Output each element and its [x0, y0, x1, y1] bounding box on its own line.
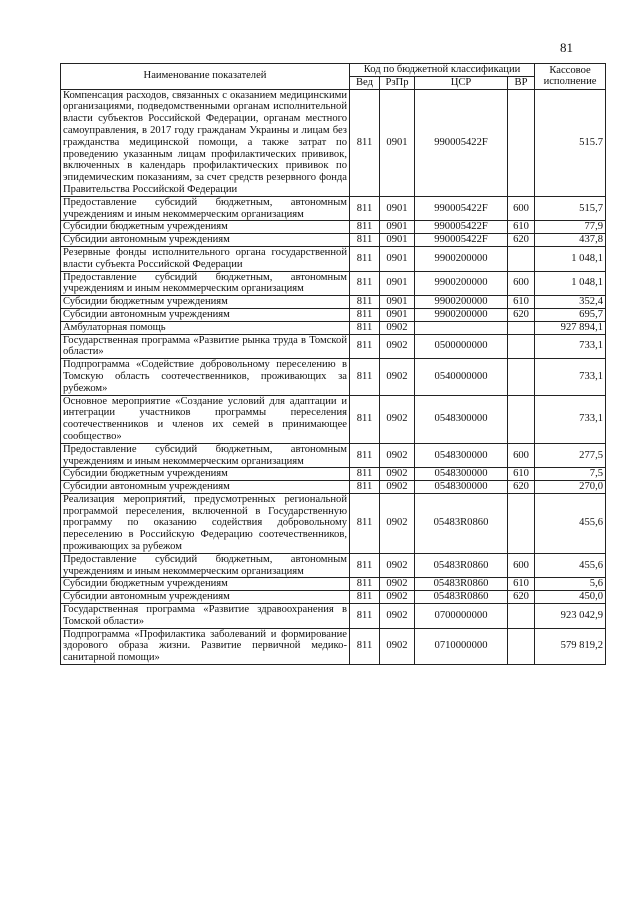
header-ved: Вед: [350, 76, 380, 89]
row-ved: 811: [350, 334, 380, 359]
row-vr: [508, 604, 535, 629]
row-name: Субсидии автономным учреждениям: [61, 591, 350, 604]
table-row: [61, 604, 606, 629]
row-name: Амбулаторная помощь: [61, 321, 350, 334]
header-code-group: Код по бюджетной классификации: [350, 64, 535, 77]
row-csr: 0700000000: [415, 604, 508, 629]
table-row: [61, 321, 606, 334]
row-name: Предоставление субсидий бюджетным, автономным учреждениям и иным некоммерческим организациям: [61, 196, 350, 221]
row-vr: [508, 395, 535, 443]
budget-execution-table: [60, 63, 606, 665]
row-vr: [508, 89, 535, 196]
row-csr: 0540000000: [415, 359, 508, 395]
row-ved: 811: [350, 591, 380, 604]
row-vr: 610: [508, 578, 535, 591]
row-sum: 277,5: [535, 443, 606, 468]
row-csr: 0548300000: [415, 395, 508, 443]
row-csr: 05483R0860: [415, 578, 508, 591]
row-name: Субсидии автономным учреждениям: [61, 481, 350, 494]
row-sum: 695,7: [535, 308, 606, 321]
row-name: Предоставление субсидий бюджетным, автономным учреждениям и иным некоммерческим организациям: [61, 271, 350, 296]
row-rzpr: 0902: [380, 468, 415, 481]
row-sum: 1 048,1: [535, 246, 606, 271]
row-sum: 5,6: [535, 578, 606, 591]
row-rzpr: 0901: [380, 308, 415, 321]
row-vr: [508, 321, 535, 334]
row-rzpr: 0902: [380, 359, 415, 395]
row-ved: 811: [350, 468, 380, 481]
row-csr: 9900200000: [415, 246, 508, 271]
row-ved: 811: [350, 234, 380, 247]
row-ved: 811: [350, 553, 380, 578]
row-csr: [415, 321, 508, 334]
table-row: [61, 468, 606, 481]
row-csr: 9900200000: [415, 271, 508, 296]
row-sum: 733,1: [535, 395, 606, 443]
row-sum: 77,9: [535, 221, 606, 234]
row-csr: 990005422F: [415, 89, 508, 196]
row-vr: [508, 493, 535, 553]
table-row: [61, 334, 606, 359]
row-rzpr: 0901: [380, 271, 415, 296]
row-sum: 579 819,2: [535, 628, 606, 664]
row-csr: 0500000000: [415, 334, 508, 359]
header-rzpr: РзПр: [380, 76, 415, 89]
row-vr: 620: [508, 591, 535, 604]
header-vr: ВР: [508, 76, 535, 89]
row-rzpr: 0901: [380, 221, 415, 234]
table-row: [61, 359, 606, 395]
row-vr: 600: [508, 196, 535, 221]
row-rzpr: 0902: [380, 628, 415, 664]
row-vr: [508, 246, 535, 271]
row-sum: 515.7: [535, 89, 606, 196]
row-vr: 600: [508, 553, 535, 578]
row-ved: 811: [350, 246, 380, 271]
row-rzpr: 0902: [380, 553, 415, 578]
row-rzpr: 0902: [380, 481, 415, 494]
row-name: Резервные фонды исполнительного органа государственной власти субъекта Российской Федерации: [61, 246, 350, 271]
row-ved: 811: [350, 196, 380, 221]
row-sum: 270,0: [535, 481, 606, 494]
row-ved: 811: [350, 359, 380, 395]
row-csr: 9900200000: [415, 296, 508, 309]
row-name: Субсидии бюджетным учреждениям: [61, 468, 350, 481]
table-row: [61, 481, 606, 494]
row-vr: 610: [508, 221, 535, 234]
row-ved: 811: [350, 308, 380, 321]
row-name: Государственная программа «Развитие рынка труда в Томской области»: [61, 334, 350, 359]
row-sum: 437,8: [535, 234, 606, 247]
row-name: Реализация мероприятий, предусмотренных региональной программой переселения, включенной в Государственную программу по оказанию содействия добровольному переселению в Российскую Федерацию соотечественников, проживающих за рубежом: [61, 493, 350, 553]
row-ved: 811: [350, 395, 380, 443]
table-row: [61, 578, 606, 591]
row-sum: 923 042,9: [535, 604, 606, 629]
row-rzpr: 0902: [380, 443, 415, 468]
row-sum: 1 048,1: [535, 271, 606, 296]
row-name: Основное мероприятие «Создание условий для адаптации и интеграции участников программы переселения соотечественников и членов их семей в принимающее сообщество»: [61, 395, 350, 443]
row-sum: 455,6: [535, 553, 606, 578]
row-csr: 0548300000: [415, 481, 508, 494]
row-vr: 600: [508, 443, 535, 468]
row-ved: 811: [350, 628, 380, 664]
table-row: [61, 196, 606, 221]
table-row: [61, 493, 606, 553]
row-name: Государственная программа «Развитие здравоохранения в Томской области»: [61, 604, 350, 629]
row-csr: 05483R0860: [415, 553, 508, 578]
row-rzpr: 0902: [380, 604, 415, 629]
row-vr: 610: [508, 296, 535, 309]
row-name: Субсидии бюджетным учреждениям: [61, 221, 350, 234]
row-vr: 610: [508, 468, 535, 481]
row-vr: 620: [508, 481, 535, 494]
row-ved: 811: [350, 296, 380, 309]
row-rzpr: 0901: [380, 246, 415, 271]
row-sum: 733,1: [535, 359, 606, 395]
table-row: [61, 271, 606, 296]
row-name: Компенсация расходов, связанных с оказанием медицинскими организациями, подведомственными органам исполнительной власти субъектов Российской Федерации, органам местного самоуправления, в 2017 году гражданам Украины и лицам без гражданства медицинской помощи, а также затрат по проведению указанным лицам профилактических прививок, включенных в календарь профилактических прививок по эпидемическим показаниям, за счет средств резервного фонда Правительства Российской Федерации: [61, 89, 350, 196]
table-row: [61, 308, 606, 321]
table-row: [61, 395, 606, 443]
row-rzpr: 0901: [380, 296, 415, 309]
row-ved: 811: [350, 481, 380, 494]
row-csr: 0548300000: [415, 468, 508, 481]
row-rzpr: 0901: [380, 89, 415, 196]
row-rzpr: 0902: [380, 395, 415, 443]
row-vr: [508, 359, 535, 395]
row-name: Субсидии автономным учреждениям: [61, 308, 350, 321]
table-row: [61, 553, 606, 578]
row-ved: 811: [350, 221, 380, 234]
row-sum: 927 894,1: [535, 321, 606, 334]
row-name: Субсидии бюджетным учреждениям: [61, 578, 350, 591]
row-csr: 0548300000: [415, 443, 508, 468]
table-row: [61, 246, 606, 271]
row-sum: 515,7: [535, 196, 606, 221]
row-csr: 9900200000: [415, 308, 508, 321]
row-ved: 811: [350, 321, 380, 334]
row-csr: 05483R0860: [415, 591, 508, 604]
row-rzpr: 0902: [380, 493, 415, 553]
row-ved: 811: [350, 493, 380, 553]
header-csr: ЦСР: [415, 76, 508, 89]
row-sum: 450,0: [535, 591, 606, 604]
row-rzpr: 0901: [380, 196, 415, 221]
row-rzpr: 0901: [380, 234, 415, 247]
header-sum: Кассовое исполнение: [535, 64, 606, 90]
row-sum: 7,5: [535, 468, 606, 481]
row-vr: [508, 628, 535, 664]
row-sum: 455,6: [535, 493, 606, 553]
row-name: Подпрограмма «Профилактика заболеваний и формирование здорового образа жизни. Развитие первичной медико-санитарной помощи»: [61, 628, 350, 664]
row-name: Субсидии бюджетным учреждениям: [61, 296, 350, 309]
row-rzpr: 0902: [380, 334, 415, 359]
row-ved: 811: [350, 443, 380, 468]
row-rzpr: 0902: [380, 578, 415, 591]
row-name: Предоставление субсидий бюджетным, автономным учреждениям и иным некоммерческим организациям: [61, 553, 350, 578]
row-name: Подпрограмма «Содействие добровольному переселению в Томскую область соотечественников, проживающих за рубежом»: [61, 359, 350, 395]
row-rzpr: 0902: [380, 591, 415, 604]
row-vr: [508, 334, 535, 359]
page-number: 81: [560, 40, 573, 55]
row-vr: 620: [508, 308, 535, 321]
table-row: [61, 591, 606, 604]
row-csr: 990005422F: [415, 221, 508, 234]
table-row: [61, 221, 606, 234]
row-ved: 811: [350, 89, 380, 196]
row-ved: 811: [350, 604, 380, 629]
row-sum: 352,4: [535, 296, 606, 309]
row-csr: 990005422F: [415, 234, 508, 247]
row-sum: 733,1: [535, 334, 606, 359]
row-vr: 620: [508, 234, 535, 247]
table-row: [61, 234, 606, 247]
row-csr: 990005422F: [415, 196, 508, 221]
row-ved: 811: [350, 271, 380, 296]
row-vr: 600: [508, 271, 535, 296]
table-row: [61, 296, 606, 309]
row-csr: 05483R0860: [415, 493, 508, 553]
row-name: Предоставление субсидий бюджетным, автономным учреждениям и иным некоммерческим организациям: [61, 443, 350, 468]
row-rzpr: 0902: [380, 321, 415, 334]
row-name: Субсидии автономным учреждениям: [61, 234, 350, 247]
table-row: [61, 89, 606, 196]
row-csr: 0710000000: [415, 628, 508, 664]
table-row: [61, 443, 606, 468]
header-name: Наименование показателей: [61, 64, 350, 90]
row-ved: 811: [350, 578, 380, 591]
table-row: [61, 628, 606, 664]
